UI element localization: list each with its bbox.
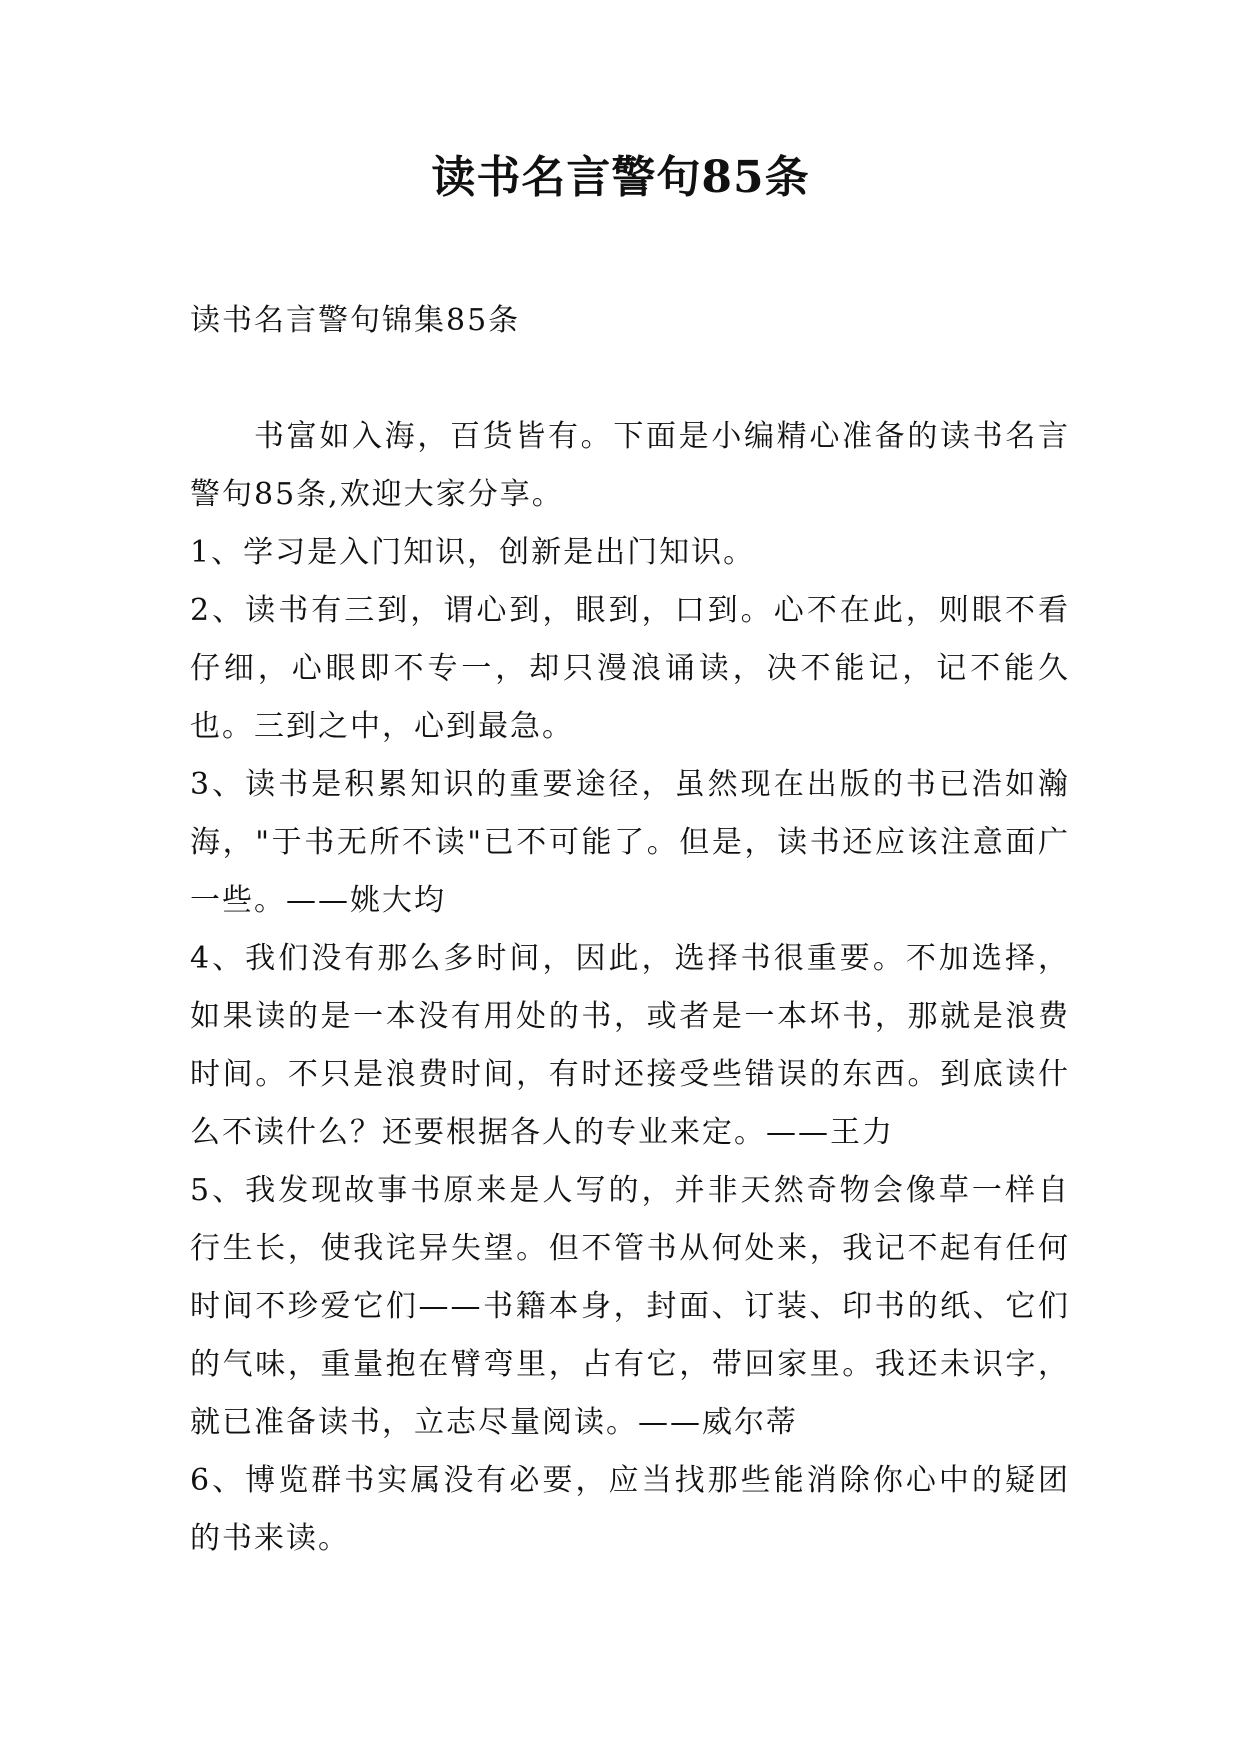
quote-paragraph-2: 2、读书有三到，谓心到，眼到，口到。心不在此，则眼不看仔细，心眼即不专一，却只漫浪诵读，决不能记，记不能久也。三到之中，心到最急。	[190, 593, 1070, 744]
document-subtitle: 读书名言警句锦集85条	[190, 303, 521, 338]
quote-paragraph-3: 3、读书是积累知识的重要途径，虽然现在出版的书已浩如瀚海，"于书无所不读"已不可能了。但是，读书还应该注意面广一些。——姚大均	[190, 767, 1070, 918]
quote-paragraph-6: 6、博览群书实属没有必要，应当找那些能消除你心中的疑团的书来读。	[190, 1463, 1070, 1556]
quote-paragraph-4: 4、我们没有那么多时间，因此，选择书很重要。不加选择，如果读的是一本没有用处的书，或者是一本坏书，那就是浪费时间。不只是浪费时间，有时还接受些错误的东西。到底读什么不读什么？还要根据各人的专业来定。——王力	[190, 941, 1070, 1150]
quote-paragraph-5: 5、我发现故事书原来是人写的，并非天然奇物会像草一样自行生长，使我诧异失望。但不管书从何处来，我记不起有任何时间不珍爱它们——书籍本身，封面、订装、印书的纸、它们的气味，重量抱在臂弯里，占有它，带回家里。我还未识字，就已准备读书，立志尽量阅读。——威尔蒂	[190, 1173, 1070, 1440]
document-title: 读书名言警句85条	[431, 152, 810, 203]
quote-paragraph-1: 1、学习是入门知识，创新是出门知识。	[190, 535, 756, 570]
intro-paragraph: 书富如入海，百货皆有。下面是小编精心准备的读书名言警句85条,欢迎大家分享。	[190, 419, 1070, 512]
document-body	[190, 292, 1070, 1568]
